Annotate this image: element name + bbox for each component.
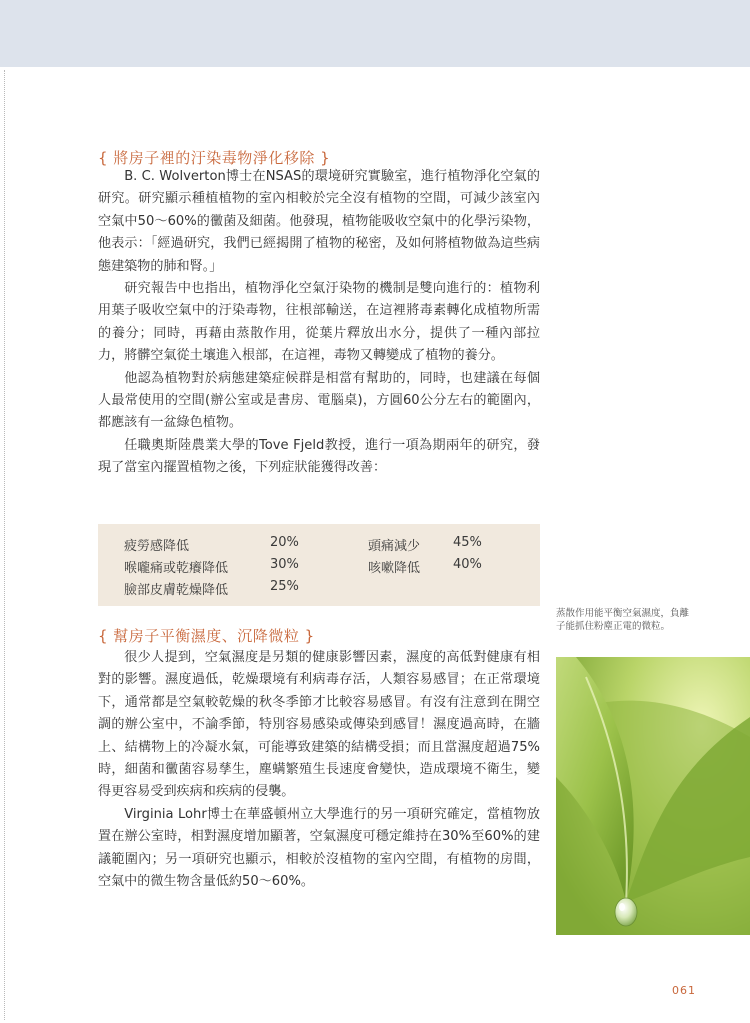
symptom-label: 頭痛減少 xyxy=(368,539,421,554)
symptom-value: 40% xyxy=(453,557,482,572)
symptom-value: 30% xyxy=(270,557,299,572)
symptom-label: 疲勞感降低 xyxy=(124,539,190,554)
page-edge-rule xyxy=(4,70,5,1020)
leaf-photo xyxy=(556,657,750,935)
paragraph: Virginia Lohr博士在華盛頓州立大學進行的另一項研究確定，當植物放置在辦公室時，相對濕度增加顯著，空氣濕度可穩定維持在30%至60%的建議範圍內；另一項研究也顯示，相較於沒植物的室內空間，有植物的房間，空氣中的微生物含量低約50～60%。 xyxy=(98,806,540,890)
section-body-humidity xyxy=(98,647,540,893)
symptom-value: 20% xyxy=(270,535,299,550)
photo-caption: 蒸散作用能平衡空氣濕度，負離子能抓住粉塵正電的微粒。 xyxy=(556,608,690,632)
top-band xyxy=(0,0,750,67)
symptom-label: 臉部皮膚乾燥降低 xyxy=(124,583,229,598)
section-heading-purify: { 將房子裡的汙染毒物淨化移除 } xyxy=(98,149,331,167)
symptom-value: 45% xyxy=(453,535,482,550)
page-number: 061 xyxy=(672,984,696,997)
symptom-label: 咳嗽降低 xyxy=(368,561,421,576)
paragraph: 他認為植物對於病態建築症候群是相當有幫助的，同時，也建議在每個人最常使用的空間(辦公室或是書房、電腦桌)，方圓60公分左右的範圍內，都應該有一盆綠色植物。 xyxy=(98,370,540,431)
paragraph: B. C. Wolverton博士在NSAS的環境研究實驗室，進行植物淨化空氣的研究。研究顯示種植植物的室內相較於完全沒有植物的空間，可減少該室內空氣中50～60%的黴菌及細菌。他發現，植物能吸收空氣中的化學污染物，他表示：「經過研究，我們已經揭開了植物的秘密，及如何將植物做為這些病態建築物的肺和腎。」 xyxy=(98,169,540,274)
section-body-purify xyxy=(98,166,540,480)
leaf-droplet-illustration xyxy=(556,657,750,935)
improvement-table xyxy=(98,524,540,606)
symptom-label: 喉嚨痛或乾癢降低 xyxy=(124,561,229,576)
paragraph: 任職奧斯陸農業大學的Tove Fjeld教授，進行一項為期兩年的研究，發現了當室內擺置植物之後，下列症狀能獲得改善： xyxy=(98,437,540,476)
section-heading-humidity: { 幫房子平衡濕度、沉降微粒 } xyxy=(98,627,315,645)
paragraph: 研究報告中也指出，植物淨化空氣汙染物的機制是雙向進行的：植物利用葉子吸收空氣中的汙染毒物，往根部輸送，在這裡將毒素轉化成植物所需的養分；同時，再藉由蒸散作用，從葉片釋放出水分，提供了一種內部拉力，將髒空氣從土壤進入根部，在這裡，毒物又轉變成了植物的養分。 xyxy=(98,281,540,364)
paragraph: 很少人提到，空氣濕度是另類的健康影響因素，濕度的高低對健康有相對的影響。濕度過低，乾燥環境有利病毒存活，人類容易感冒；在正常環境下，通常都是空氣較乾燥的秋冬季節才比較容易感冒。有沒有注意到在開空調的辦公室中，不論季節，特別容易感染或傳染到感冒！濕度過高時，在牆上、結構物上的冷凝水氣，可能導致建築的結構受損；而且當濕度超過75%時，細菌和黴菌容易孳生，塵螨繁殖生長速度會變快，造成環境不衛生，變得更容易受到疾病和疾病的侵襲。 xyxy=(98,650,540,800)
symptom-value: 25% xyxy=(270,579,299,594)
